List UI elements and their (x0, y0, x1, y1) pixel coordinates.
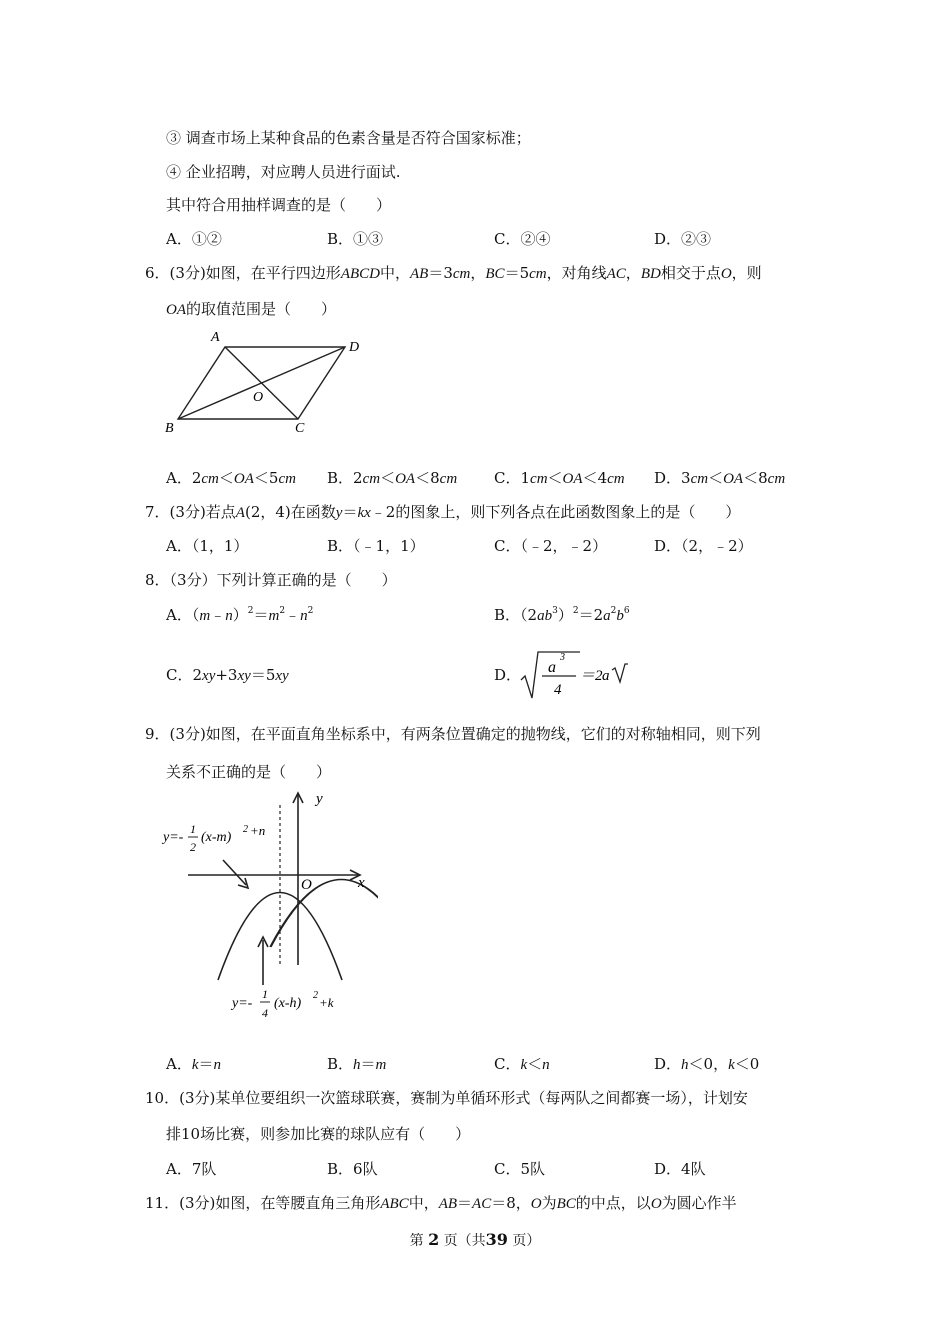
q9-stem-line2: 关系不正确的是（ ） (166, 763, 332, 781)
q10-stem-line2: 排10场比赛，则参加比赛的球队应有（ ） (166, 1125, 471, 1143)
svg-text:2: 2 (313, 990, 318, 1001)
svg-text:2: 2 (190, 840, 196, 854)
svg-text:a: a (548, 659, 556, 676)
q7-option-b: B．（﹣1，1） (327, 537, 425, 555)
curve1-equation (161, 822, 265, 854)
q11-stem: 11．(3分)如图，在等腰直角三角形ABC中，AB＝AC＝8，O为BC的中点，以O为圆心作半 (145, 1194, 737, 1212)
q10-option-c: C．5队 (494, 1160, 546, 1178)
q9-option-d: D．h＜0，k＜0 (654, 1055, 760, 1073)
svg-text:y=-: y=- (232, 996, 253, 1011)
q6-option-a: A．2cm＜OA＜5cm (166, 469, 296, 487)
q8-option-d-formula (518, 646, 628, 702)
svg-text:(x-h): (x-h) (274, 996, 302, 1011)
q10-stem-line1: 10．(3分)某单位要组织一次篮球联赛，赛制为单循环形式（每两队之间都赛一场），计划安 (145, 1089, 748, 1107)
svg-text:(x-m): (x-m) (201, 830, 232, 845)
q5-item-4: ④ 企业招聘，对应聘人员进行面试. (166, 163, 401, 181)
q8-option-c: C．2xy+3xy＝5xy (166, 666, 289, 684)
q7-option-d: D．（2，﹣2） (654, 537, 753, 555)
q5-stem: 其中符合用抽样调查的是（ ） (166, 196, 392, 214)
svg-text:y=-: y=- (163, 830, 184, 845)
q8-option-b: B．$(2ab^3)^2=2a^2b^6$ (494, 606, 630, 624)
svg-text:1: 1 (190, 822, 196, 836)
svg-text:+n: +n (250, 823, 266, 838)
y-axis-label: y (316, 791, 323, 807)
q6-option-b: B．2cm＜OA＜8cm (327, 469, 458, 487)
q5-option-c: C．②④ (494, 230, 551, 248)
q10-option-b: B．6队 (327, 1160, 378, 1178)
q9-stem-line1: 9．(3分)如图，在平面直角坐标系中，有两条位置确定的抛物线，它们的对称轴相同，则下列 (145, 725, 761, 743)
origin-label: O (301, 877, 312, 893)
q7-stem: 7．(3分)若点A(2，4)在函数y＝kx﹣2的图象上，则下列各点在此函数图象上的是（ ） (145, 503, 741, 521)
label-a: A (211, 330, 220, 345)
q10-option-d: D．4队 (654, 1160, 706, 1178)
q7-option-c: C．（﹣2，﹣2） (494, 537, 608, 555)
q9-option-a: A．k＝n (166, 1055, 222, 1073)
q8-option-d: D． (494, 666, 522, 684)
label-c: C (295, 421, 305, 436)
q9-option-b: B．h＝m (327, 1055, 387, 1073)
svg-text:a: a (602, 668, 610, 684)
q6-stem-line1: 6．(3分)如图，在平行四边形ABCD中，AB＝3cm，BC＝5cm，对角线AC，BD相交于点O，则 (145, 264, 762, 282)
parallelogram-figure (155, 325, 375, 440)
q5-option-b: B．①③ (327, 230, 384, 248)
label-o: O (253, 390, 264, 405)
curve2-equation (230, 987, 334, 1020)
q5-option-a: A．①② (166, 230, 222, 248)
x-axis-label: x (358, 875, 365, 891)
q8-stem: 8．（3分）下列计算正确的是（ ） (145, 571, 397, 589)
q7-option-a: A．（1，1） (166, 537, 249, 555)
q6-stem-line2: OA的取值范围是（ ） (166, 300, 337, 318)
q10-option-a: A．7队 (166, 1160, 217, 1178)
svg-text:3: 3 (560, 652, 565, 663)
parabola-figure (158, 785, 378, 1030)
label-d: D (349, 340, 360, 355)
q6-option-d: D．3cm＜OA＜8cm (654, 469, 786, 487)
svg-text:＝2: ＝2 (580, 668, 603, 684)
svg-text:4: 4 (554, 682, 562, 698)
svg-text:+k: +k (319, 995, 334, 1010)
q9-option-c: C．k＜n (494, 1055, 550, 1073)
q5-item-3: ③ 调查市场上某种食品的色素含量是否符合国家标准； (166, 129, 531, 147)
page-footer: 第 2 页（共39 页） (409, 1230, 541, 1249)
svg-text:1: 1 (262, 987, 268, 1001)
svg-text:4: 4 (262, 1006, 268, 1020)
q8-option-a: A．$(m﹣n)^2=m^2﹣n^2$ (166, 606, 314, 624)
svg-text:2: 2 (243, 824, 248, 835)
q6-option-c: C．1cm＜OA＜4cm (494, 469, 625, 487)
q5-option-d: D．②③ (654, 230, 712, 248)
label-b: B (165, 421, 174, 436)
